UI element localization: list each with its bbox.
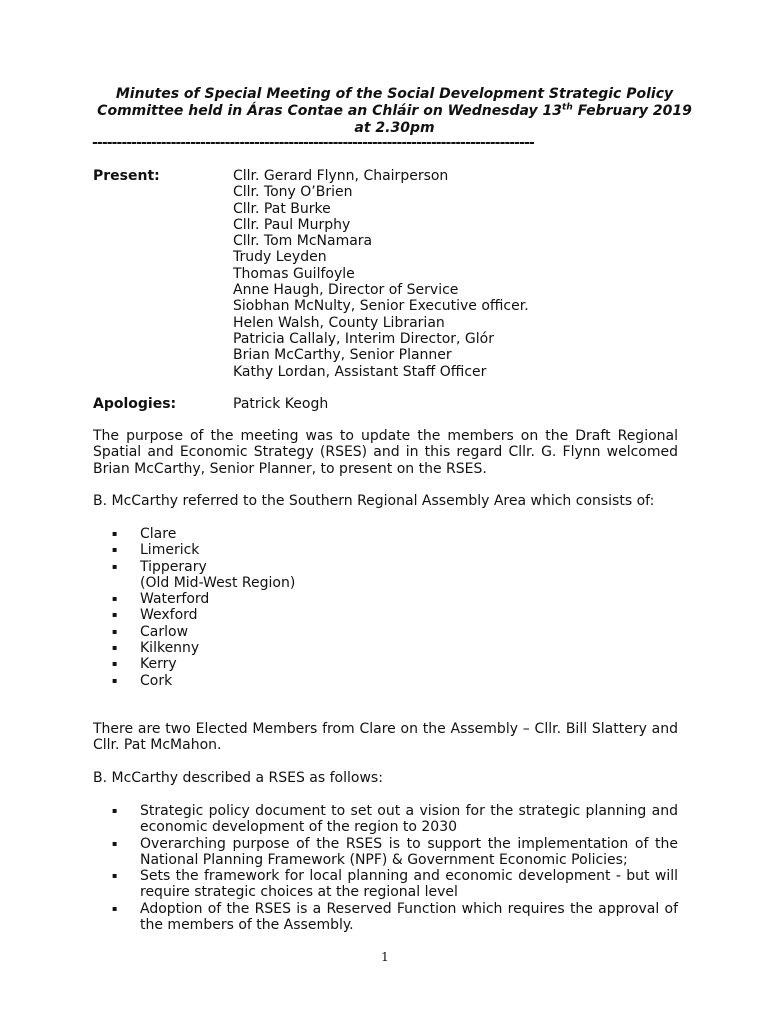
bullet-icon: ▪ — [112, 643, 118, 653]
present-label: Present: — [93, 168, 160, 184]
attendee: Siobhan McNulty, Senior Executive officer. — [233, 298, 529, 315]
apologies-label: Apologies: — [93, 396, 177, 412]
title-divider: ------------------------------------------------------------------------------------------ — [92, 135, 534, 151]
page-number: 1 — [381, 950, 389, 964]
title-line-2-main: Committee held in Áras Contae an Chláir on Wednesday 13 — [97, 103, 563, 119]
list-item: ▪ Clare — [112, 526, 177, 542]
list-item: ▪ Wexford — [112, 607, 198, 624]
list-item: ▪ Waterford — [112, 591, 210, 608]
attendee: Cllr. Pat Burke — [233, 200, 331, 217]
bullet-icon: ▪ — [112, 545, 118, 555]
title-line-2 — [92, 103, 697, 120]
apologies-names: Patrick Keogh — [233, 396, 329, 412]
bullet-icon: ▪ — [112, 561, 118, 571]
page-title — [92, 86, 697, 137]
list-item: ▪ Tipperary (Old Mid-West Region) — [93, 559, 678, 592]
attendee: Trudy Leyden — [233, 249, 327, 266]
bullet-icon: ▪ — [112, 529, 118, 538]
county-note: (Old Mid-West Region) — [140, 574, 296, 591]
attendee: Anne Haugh, Director of Service — [233, 282, 459, 299]
list-item: ▪ Kilkenny — [112, 640, 200, 657]
rses-points-list — [93, 803, 678, 933]
purpose-paragraph: The purpose of the meeting was to update the members on the Draft Regional Spatial and Economic Strategy (RSES) and in this regard Cllr. G. Flynn welcomed Brian McCarthy, Senior Planner, to present on the RSES. — [93, 428, 678, 477]
list-item: ▪ Cork — [112, 672, 173, 689]
title-line-1: Minutes of Special Meeting of the Social Development Strategic Policy — [115, 86, 674, 102]
title-line-3: at 2.30pm — [354, 120, 435, 136]
attendee: Kathy Lordan, Assistant Staff Officer — [233, 363, 487, 380]
elected-members-paragraph: There are two Elected Members from Clare on the Assembly – Cllr. Bill Slattery and Cllr. Pat McMahon. — [93, 721, 678, 754]
attendee: Cllr. Tom McNamara — [233, 233, 373, 250]
list-item: ▪ Overarching purpose of the RSES is to support the implementation of the National Planning Framework (NPF) & Government Economic Policies; — [112, 835, 678, 868]
attendee: Patricia Callaly, Interim Director, Glór — [233, 330, 494, 347]
list-item: ▪ Strategic policy document to set out a vision for the strategic planning and economic development of the region to 2030 — [112, 803, 678, 836]
list-item: ▪ Sets the framework for local planning and economic development - but will require strategic choices at the regional level — [112, 868, 678, 901]
assembly-intro-paragraph: B. McCarthy referred to the Southern Regional Assembly Area which consists of: — [93, 493, 655, 509]
list-item: ▪ Kerry — [112, 656, 177, 673]
bullet-icon: ▪ — [112, 806, 118, 815]
bullet-icon: ▪ — [112, 675, 118, 685]
attendee: Brian McCarthy, Senior Planner — [233, 347, 452, 364]
attendee: Cllr. Gerard Flynn, Chairperson — [233, 168, 449, 184]
list-item: ▪ Limerick — [112, 542, 200, 559]
list-item: ▪ Carlow — [112, 623, 189, 640]
attendee: Cllr. Tony O’Brien — [233, 184, 353, 201]
county-list — [93, 526, 678, 689]
rses-intro-paragraph: B. McCarthy described a RSES as follows: — [93, 770, 383, 786]
attendee: Thomas Guilfoyle — [233, 265, 355, 282]
bullet-icon: ▪ — [112, 610, 118, 620]
title-line-2-tail: February 2019 — [572, 103, 692, 119]
bullet-icon: ▪ — [112, 626, 118, 636]
list-item: ▪ Adoption of the RSES is a Reserved Function which requires the approval of the members of the Assembly. — [112, 900, 678, 934]
present-list — [233, 168, 529, 380]
bullet-icon: ▪ — [112, 903, 118, 913]
attendee: Helen Walsh, County Librarian — [233, 314, 445, 331]
bullet-icon: ▪ — [112, 659, 118, 669]
bullet-icon: ▪ — [112, 838, 118, 848]
bullet-icon: ▪ — [112, 871, 118, 881]
bullet-icon: ▪ — [112, 594, 118, 604]
attendee: Cllr. Paul Murphy — [233, 216, 351, 233]
title-ordinal-suffix: th — [562, 102, 573, 113]
